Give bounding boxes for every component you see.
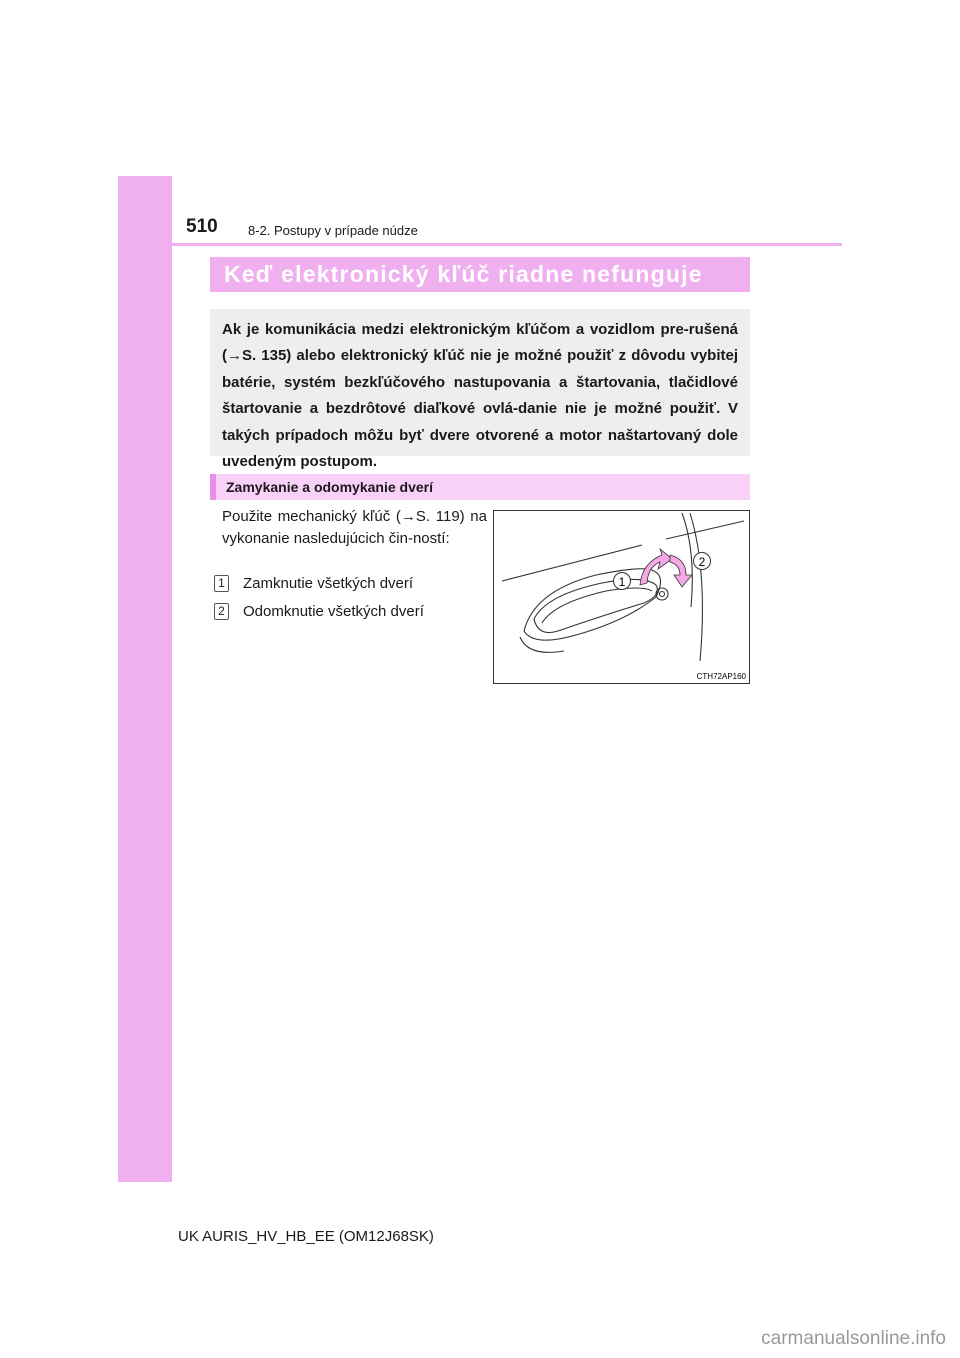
page-number: 510	[186, 216, 218, 237]
watermark: carmanualsonline.info	[761, 1328, 946, 1349]
key-slot	[660, 592, 665, 597]
page-title: Keď elektronický kľúč riadne nefunguje	[224, 261, 703, 287]
list-item	[214, 575, 413, 592]
body-line	[666, 521, 744, 539]
door-handle	[534, 579, 658, 632]
subsection-bar-edge	[210, 474, 216, 500]
intro-text: Ak je komunikácia medzi elektronickým kľúčom a vozidlom pre-rušená (→S. 135) alebo elektronický kľúč nie je možné použiť z dôvodu vybitej batérie, systém bezkľúčového nastupovania a štartovania, tlačidlové štartovanie a bezdrôtové diaľkové ovlá-danie nie je možné použiť. V takých prípadoch môžu byť dvere otvorené a motor naštartovaný dole uvedeným postupom.	[222, 321, 738, 471]
door-handle-key-illustration	[494, 511, 749, 683]
callout-1: 1	[618, 575, 626, 589]
subsection-bar	[210, 474, 750, 500]
step-number: 1	[214, 575, 229, 592]
header-rule	[118, 243, 842, 246]
footer-model-code: UK AURIS_HV_HB_EE (OM12J68SK)	[178, 1228, 434, 1245]
callout-2: 2	[698, 555, 706, 569]
list-item	[214, 603, 424, 620]
title-bar	[210, 257, 750, 292]
door-edge	[682, 513, 692, 607]
section-title: 8-2. Postupy v prípade núdze	[248, 223, 418, 238]
subsection-title: Zamykanie a odomykanie dverí	[226, 479, 433, 495]
list-item-text: Odomknutie všetkých dverí	[243, 603, 424, 620]
list-item-text: Zamknutie všetkých dverí	[243, 575, 414, 592]
lock-arrow-icon	[640, 549, 672, 585]
figure-code: CTH72AP160	[696, 672, 746, 681]
unlock-arrow-icon	[670, 555, 692, 587]
door-handle-figure	[493, 510, 750, 684]
intro-box	[210, 309, 750, 471]
side-tab	[118, 176, 172, 1182]
body-paragraph: Použite mechanický kľúč (→S. 119) na vykonanie nasledujúcich čin-ností:	[222, 508, 487, 547]
step-number: 2	[214, 603, 229, 620]
